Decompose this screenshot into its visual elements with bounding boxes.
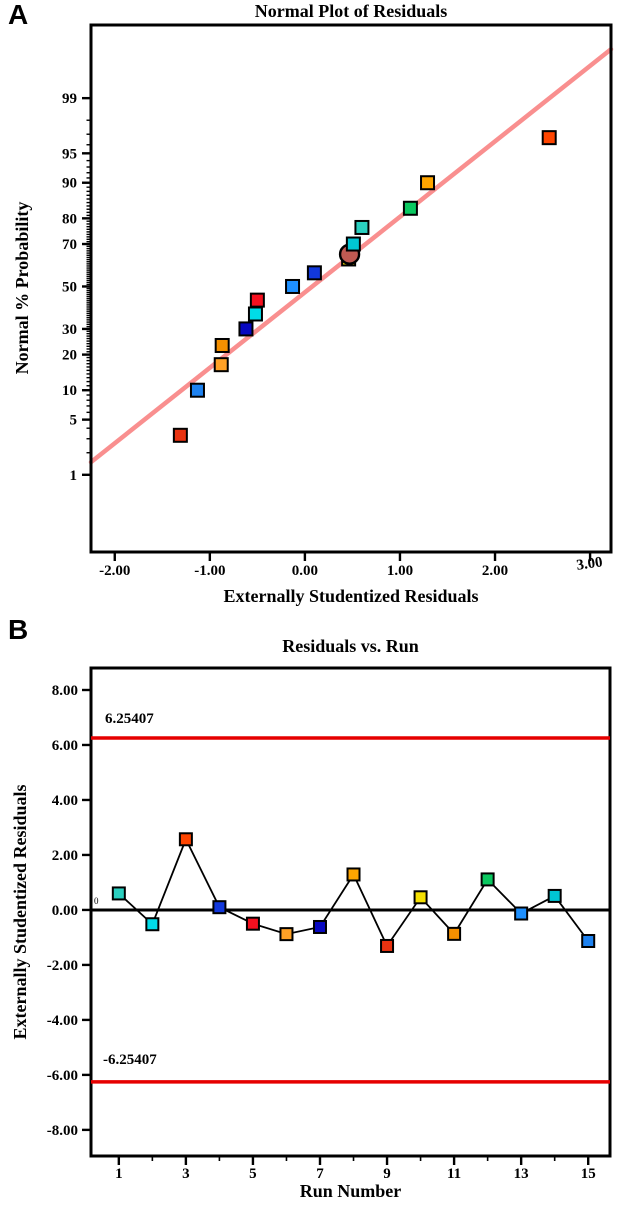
panel-b-data-point <box>213 901 225 913</box>
panel-b-x-tick-label: 7 <box>316 1166 324 1182</box>
panel-a-x-tick-label: -1.00 <box>194 563 226 579</box>
panel-a-frame <box>91 25 611 552</box>
panel-a-data-point <box>239 322 252 335</box>
panel-b-y-tick-label: 0.00 <box>51 902 78 919</box>
panel-a-y-tick-label: 50 <box>62 279 77 296</box>
panel-b-data-point <box>415 891 427 903</box>
panel-b-x-tick-label: 3 <box>182 1166 190 1182</box>
panel-b-data-point <box>180 833 192 845</box>
residuals-connector-line <box>119 839 588 946</box>
panel-a-x-tick-label: 1.00 <box>386 563 414 579</box>
panel-a-title: Normal Plot of Residuals <box>254 1 448 21</box>
panel-b-y-tick-label: -6.00 <box>46 1067 78 1084</box>
panel-b-data-point <box>146 918 158 930</box>
panel-a-data-point <box>174 429 187 442</box>
panel-a-x-tick-label: 2.00 <box>481 563 509 579</box>
panel-a-data-point <box>421 176 434 189</box>
panel-a-data-point <box>249 307 262 320</box>
panel-a-y-tick-label: 30 <box>62 321 77 338</box>
panel-b-x-tick-label: 11 <box>447 1166 462 1182</box>
panel-a-y-tick-label: 99 <box>62 91 77 108</box>
panel-a-y-tick-label: 70 <box>62 237 77 254</box>
panel-a-x-tick-label: -2.00 <box>99 563 131 579</box>
panel-a-x-tick-label: 3.00 <box>575 554 604 574</box>
panel-a-letter: A <box>8 0 29 30</box>
panel-b-x-tick-label: 15 <box>580 1166 596 1182</box>
upper-control-limit-label: 6.25407 <box>105 711 154 727</box>
panel-a-data-point <box>543 131 556 144</box>
panel-b-x-tick-label: 5 <box>249 1166 257 1182</box>
panel-a-x-axis-title: Externally Studentized Residuals <box>223 586 479 606</box>
panel-b-y-tick-label: 8.00 <box>51 682 78 699</box>
panel-a-data-point <box>216 339 229 352</box>
panel-b-data-point <box>582 935 594 947</box>
panel-a-data-point <box>286 280 299 293</box>
panel-a-y-tick-label: 80 <box>62 211 77 228</box>
panel-b-x-tick-label: 9 <box>383 1166 391 1182</box>
panel-b-data-point <box>482 873 494 885</box>
panel-a-data-point <box>404 202 417 215</box>
panel-a-data-point <box>215 358 228 371</box>
panel-b-y-tick-label: 2.00 <box>51 847 78 864</box>
panel-b-y-tick-label: 4.00 <box>51 792 78 809</box>
panel-b-letter: B <box>8 614 29 645</box>
panel-b-y-tick-label: -4.00 <box>46 1012 78 1029</box>
panel-a-y-tick-label: 20 <box>62 347 77 364</box>
panel-a-data-point <box>251 294 264 307</box>
panel-b-x-axis-title: Run Number <box>299 1181 402 1201</box>
panel-b-data-point <box>549 890 561 902</box>
panel-b-y-tick-label: 6.00 <box>51 737 78 754</box>
panel-a-y-tick-label: 5 <box>69 412 77 429</box>
panel-a-y-tick-label: 90 <box>62 175 77 192</box>
panel-b-data-point <box>381 940 393 952</box>
panel-a-data-point <box>191 384 204 397</box>
panel-b-data-point <box>448 928 460 940</box>
panel-a-data-point <box>308 266 321 279</box>
panel-a-y-tick-label: 95 <box>62 146 77 163</box>
panel-b-data-point <box>113 887 125 899</box>
panel-b-data-point <box>348 868 360 880</box>
panel-b-data-point <box>515 908 527 920</box>
panel-b-title: Residuals vs. Run <box>282 636 419 656</box>
panel-b-x-tick-label: 1 <box>115 1166 123 1182</box>
panel-b-data-point <box>280 928 292 940</box>
zero-line-annotation: 0 <box>94 896 99 906</box>
panel-a-y-axis-title: Normal % Probability <box>12 201 32 375</box>
panel-b-data-point <box>314 921 326 933</box>
panel-b-data-point <box>247 918 259 930</box>
panel-a-data-point <box>355 221 368 234</box>
panel-b-y-axis-title: Externally Studentized Residuals <box>10 784 30 1040</box>
panel-a-x-tick-label: 0.00 <box>291 563 319 579</box>
panel-b-y-tick-label: -2.00 <box>46 957 78 974</box>
panel-b-x-tick-label: 13 <box>513 1166 529 1182</box>
lower-control-limit-label: -6.25407 <box>103 1052 157 1068</box>
panel-a-data-point <box>347 238 360 251</box>
panel-b-y-tick-label: -8.00 <box>46 1122 78 1139</box>
panel-a-y-tick-label: 1 <box>69 467 77 484</box>
panel-a-y-tick-label: 10 <box>62 383 77 400</box>
